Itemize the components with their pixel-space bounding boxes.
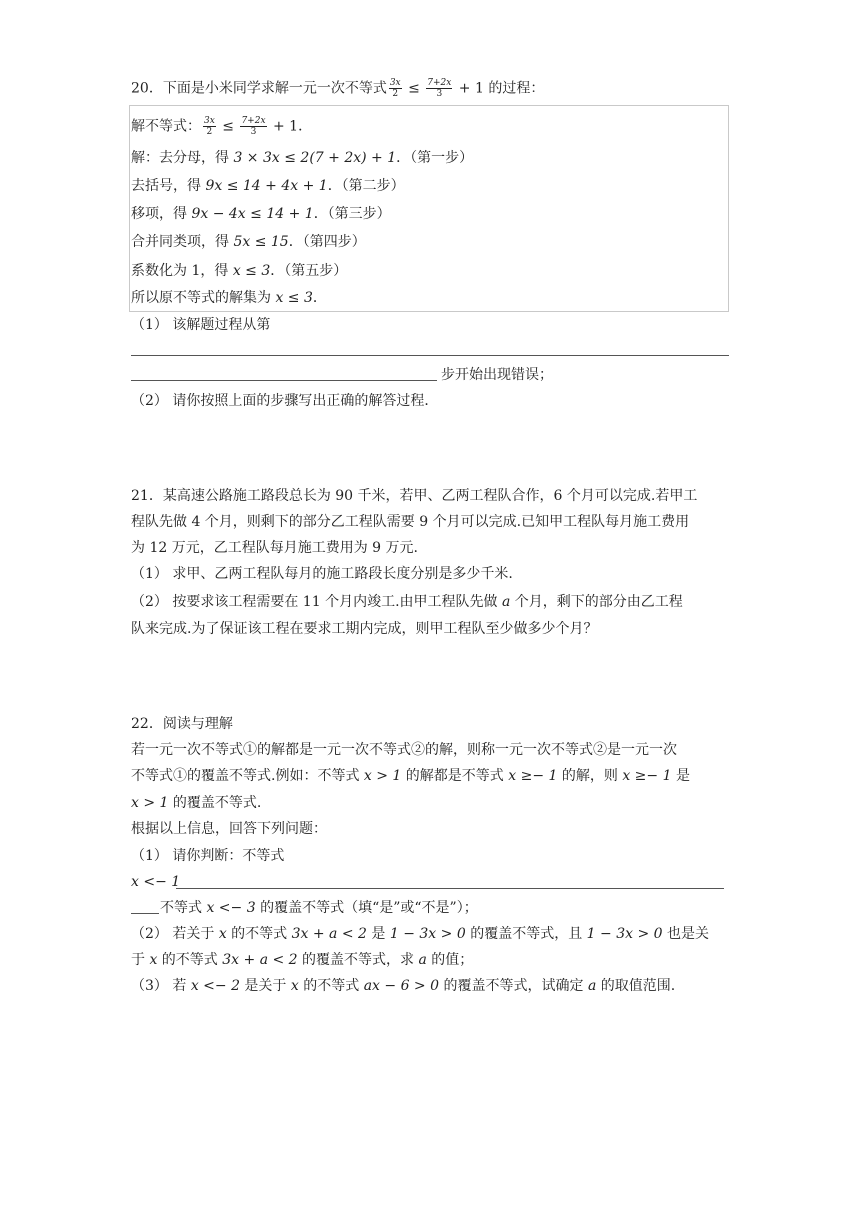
solution-line-6: 所以原不等式的解集为 x ≤ 3． bbox=[131, 290, 327, 306]
solution-line-4: 合并同类项，得 5x ≤ 15．（第四步） bbox=[131, 234, 366, 250]
q20-intro-text: 20．下面是小米同学求解一元一次不等式 bbox=[131, 80, 387, 97]
q22-title: 22．阅读与理解 bbox=[131, 716, 233, 732]
solution-line-5: 系数化为 1，得 x ≤ 3．（第五步） bbox=[131, 263, 348, 279]
q20-part1-text: （1） 该解题过程从第 bbox=[131, 317, 271, 333]
fraction-7plus2x-over-3: $\frac{7+2x}{3}$ bbox=[427, 78, 452, 99]
answer-blank-line-2[interactable] bbox=[131, 380, 437, 381]
answer-blank-line-3[interactable] bbox=[176, 888, 724, 889]
q22-p2: 不等式①的覆盖不等式.例如：不等式 x > 1 的解都是不等式 x ≥− 1 的解，则 x ≥− 1 是 bbox=[131, 768, 690, 784]
q20-part1-suffix: 步开始出现错误； bbox=[441, 367, 553, 383]
solution-line-1: 解：去分母，得 3 × 3x ≤ 2(7 + 2x) + 1．（第一步） bbox=[131, 150, 474, 166]
q22-p3: x > 1 的覆盖不等式. bbox=[131, 795, 262, 811]
fraction-3x-over-2: $\frac{3x}{2}$ bbox=[389, 78, 401, 99]
fraction-3x-over-2: $\frac{3x}{2}$ bbox=[204, 116, 215, 137]
q22-p1: 若一元一次不等式①的解都是一元一次不等式②的解，则称一元一次不等式②是一元一次 bbox=[131, 742, 677, 758]
solution-line-3: 移项，得 9x − 4x ≤ 14 + 1．（第三步） bbox=[131, 206, 391, 222]
q21-line2: 程队先做 4 个月，则剩下的部分乙工程队需要 9 个月可以完成.已知甲工程队每月施工费用 bbox=[131, 514, 690, 530]
q21-line3: 为 12 万元，乙工程队每月施工费用为 9 万元. bbox=[131, 540, 418, 556]
q22-q1: （1） 请你判断：不等式 bbox=[131, 848, 285, 864]
q21-part2-line2: 队来完成.为了保证该工程在要求工期内完成，则甲工程队至少做多少个月？ bbox=[131, 621, 598, 637]
solution-line-2: 去括号，得 9x ≤ 14 + 4x + 1．（第二步） bbox=[131, 178, 405, 194]
solution-line-0: 解不等式： $\frac{3x}{2}$ ≤ $\frac{7+2x}{3}$ + 1． bbox=[131, 116, 313, 137]
q22-q3: （3） 若 x <− 2 是关于 x 的不等式 ax − 6 > 0 的覆盖不等式，试确定 a 的取值范围. bbox=[131, 978, 676, 994]
q21-line1: 21．某高速公路施工路段总长为 90 千米，若甲、乙两工程队合作，6 个月可以完成.若甲工 bbox=[131, 488, 698, 504]
answer-blank-line-4[interactable] bbox=[131, 913, 159, 914]
q21-part2: （2） 按要求该工程需要在 11 个月内竣工.由甲工程队先做 a 个月，剩下的部分由乙工程 bbox=[131, 594, 683, 610]
q22-q2-line2: 于 x 的不等式 3x + a < 2 的覆盖不等式，求 a 的值； bbox=[131, 952, 474, 968]
q20-intro: 20．下面是小米同学求解一元一次不等式 $\frac{3x}{2}$ ≤ $\frac{7+2x}{3}$ + 1 的过程： bbox=[131, 78, 545, 99]
q22-q1-math: x <− 1 bbox=[131, 874, 181, 890]
answer-blank-line-1[interactable] bbox=[131, 355, 729, 356]
q22-q2: （2） 若关于 x 的不等式 3x + a < 2 是 1 − 3x > 0 的覆盖不等式，且 1 − 3x > 0 也是关 bbox=[131, 926, 709, 942]
q21-part1: （1） 求甲、乙两工程队每月的施工路段长度分别是多少千米. bbox=[131, 566, 513, 582]
q22-p4: 根据以上信息，回答下列问题： bbox=[131, 821, 327, 837]
fraction-7plus2x-over-3: $\frac{7+2x}{3}$ bbox=[241, 116, 266, 137]
q22-q1-cont: 不等式 x <− 3 的覆盖不等式（填“是”或“不是”）； bbox=[160, 900, 478, 916]
q20-part2: （2） 请你按照上面的步骤写出正确的解答过程． bbox=[131, 393, 439, 409]
